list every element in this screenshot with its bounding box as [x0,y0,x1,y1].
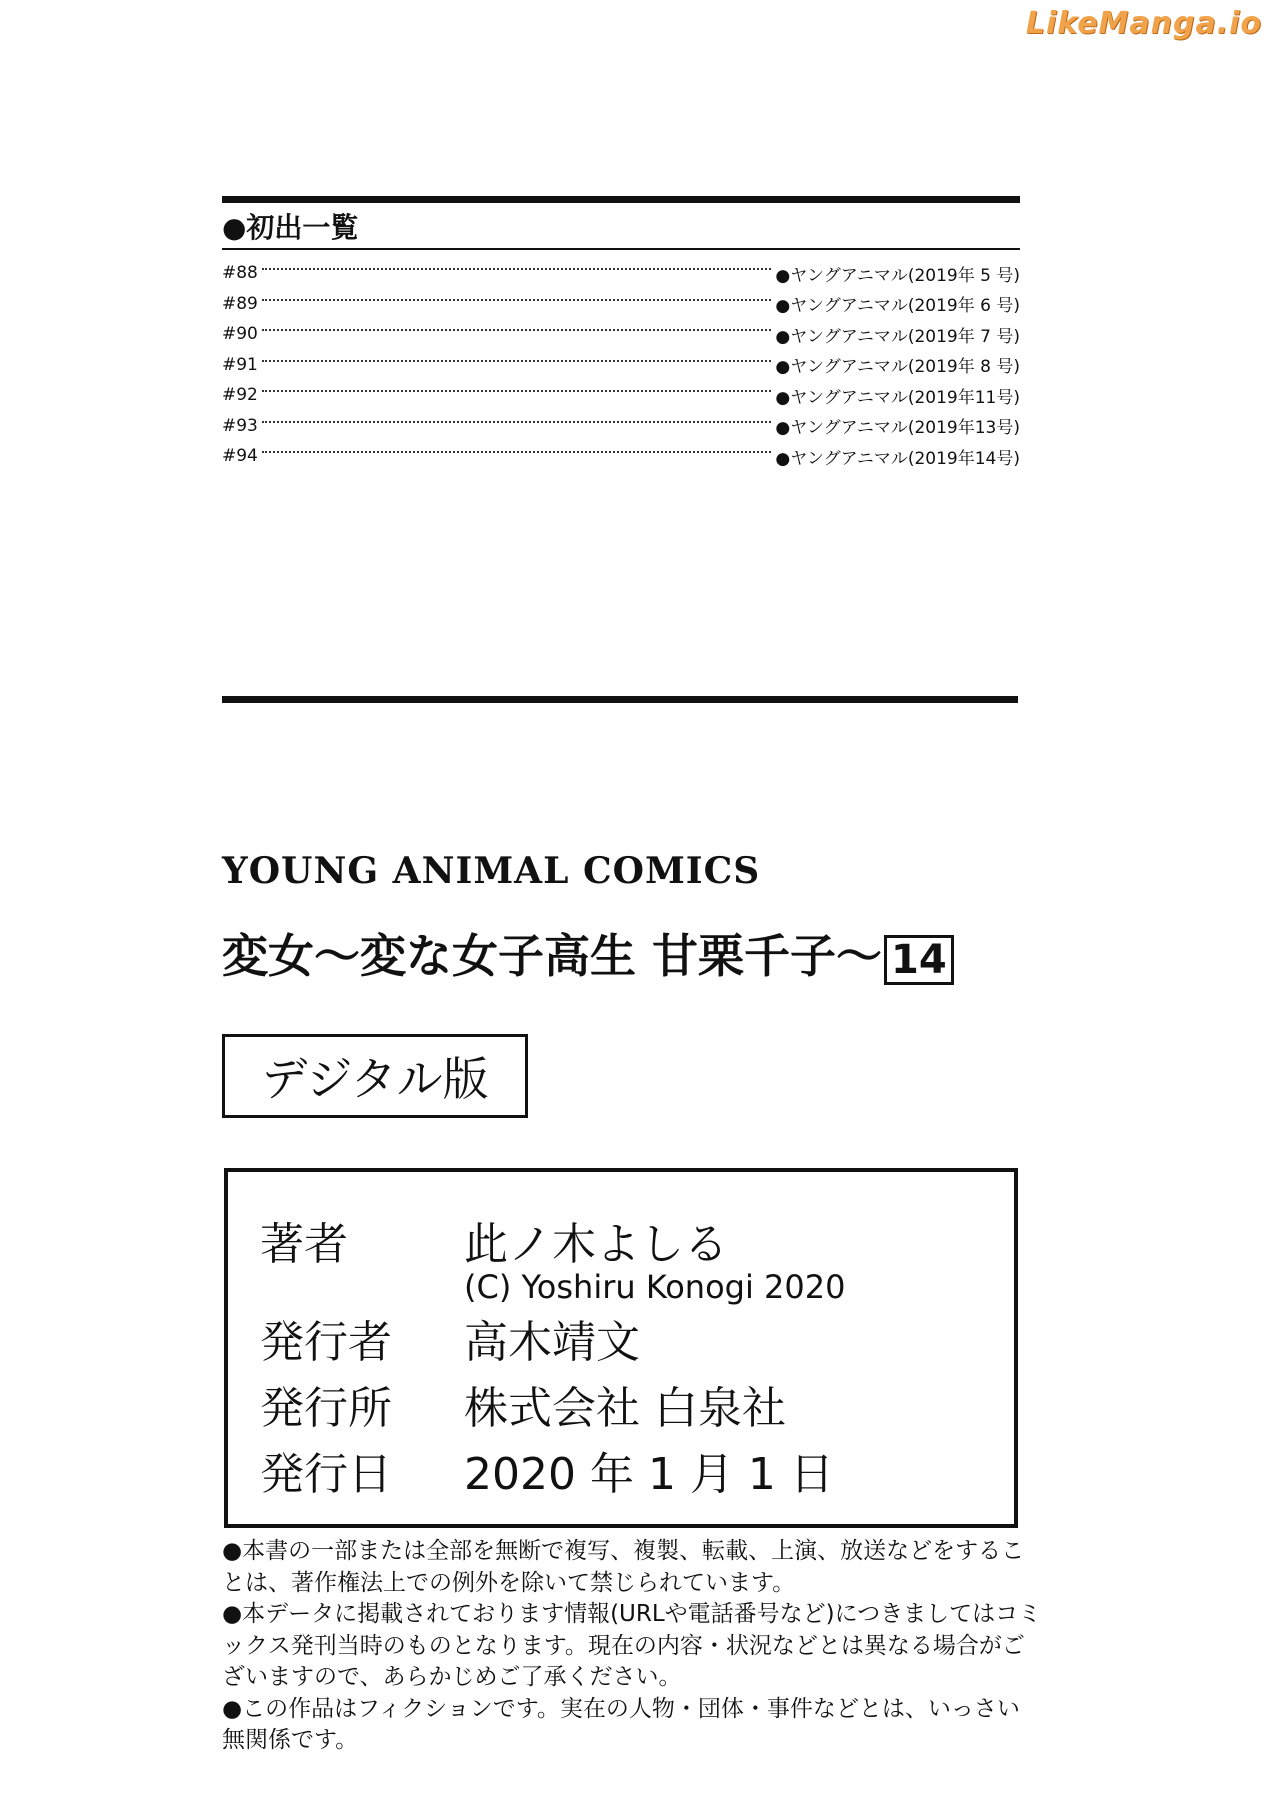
publication: ●ヤングアニマル(2019年 6 号) [775,296,1020,317]
publication: ●ヤングアニマル(2019年13号) [775,418,1020,439]
book-title [222,920,954,986]
list-item [222,319,1020,350]
fiction-notice: ●この作品はフィクションです。実在の人物・団体・事件などとは、いっさい無関係です。 [222,1695,1020,1753]
chapter-number: #90 [222,324,258,345]
first-appearance-list [222,258,1020,472]
publication: ●ヤングアニマル(2019年11号) [775,387,1020,408]
dot-leader [262,329,771,331]
section-divider [222,696,1018,703]
publication: ●ヤングアニマル(2019年 5 号) [775,265,1020,286]
series-label: YOUNG ANIMAL COMICS [222,850,761,892]
publisher-company-label: 発行所 [260,1383,392,1434]
dot-leader [262,299,771,301]
publisher-person-label: 発行者 [260,1317,392,1368]
author-name: 此ノ木よしる [464,1219,728,1270]
list-item [222,380,1020,411]
date-label: 発行日 [260,1449,392,1500]
list-item [222,289,1020,320]
author-label: 著者 [260,1219,348,1270]
list-item [222,441,1020,472]
list-item [222,258,1020,289]
list-item [222,350,1020,381]
dot-leader [262,421,771,423]
chapter-number: #89 [222,293,258,314]
first-appearance-title: ●初出一覧 [222,211,359,244]
data-notice: ●本データに掲載されております情報(URLや電話番号など)につきましてはコミックス発刊当時のものとなります。現在の内容・状況などとは異なる場合がございますので、あらかじめご了承ください。 [222,1601,1042,1690]
publisher-company: 株式会社 白泉社 [464,1383,786,1434]
dot-leader [262,390,771,392]
title-text: 変女〜変な女子高生 甘栗千子〜 [222,929,883,983]
chapter-number: #92 [222,385,258,406]
publication: ●ヤングアニマル(2019年 8 号) [775,357,1020,378]
publication: ●ヤングアニマル(2019年 7 号) [775,326,1020,347]
dot-leader [262,360,771,362]
colophon-box [224,1168,1018,1528]
copyright-line: (C) Yoshiru Konogi 2020 [464,1268,846,1306]
top-rule [222,196,1020,203]
dot-leader [262,268,771,270]
edition-label: デジタル版 [222,1034,528,1118]
legal-notes [222,1536,1042,1757]
volume-number: 14 [884,935,954,985]
site-watermark: LikeManga.io [1025,6,1262,41]
chapter-number: #88 [222,263,258,284]
chapter-number: #91 [222,354,258,375]
dot-leader [262,451,771,453]
list-item [222,411,1020,442]
publisher-person: 高木靖文 [464,1317,640,1368]
copyright-notice: ●本書の一部または全部を無断で複写、複製、転載、上演、放送などをすることは、著作権法上での例外を除いて禁じられています。 [222,1538,1025,1596]
publication: ●ヤングアニマル(2019年14号) [775,448,1020,469]
chapter-number: #94 [222,446,258,467]
title-underline [222,248,1020,250]
publication-date: 2020 年 1 月 1 日 [464,1449,834,1500]
chapter-number: #93 [222,415,258,436]
